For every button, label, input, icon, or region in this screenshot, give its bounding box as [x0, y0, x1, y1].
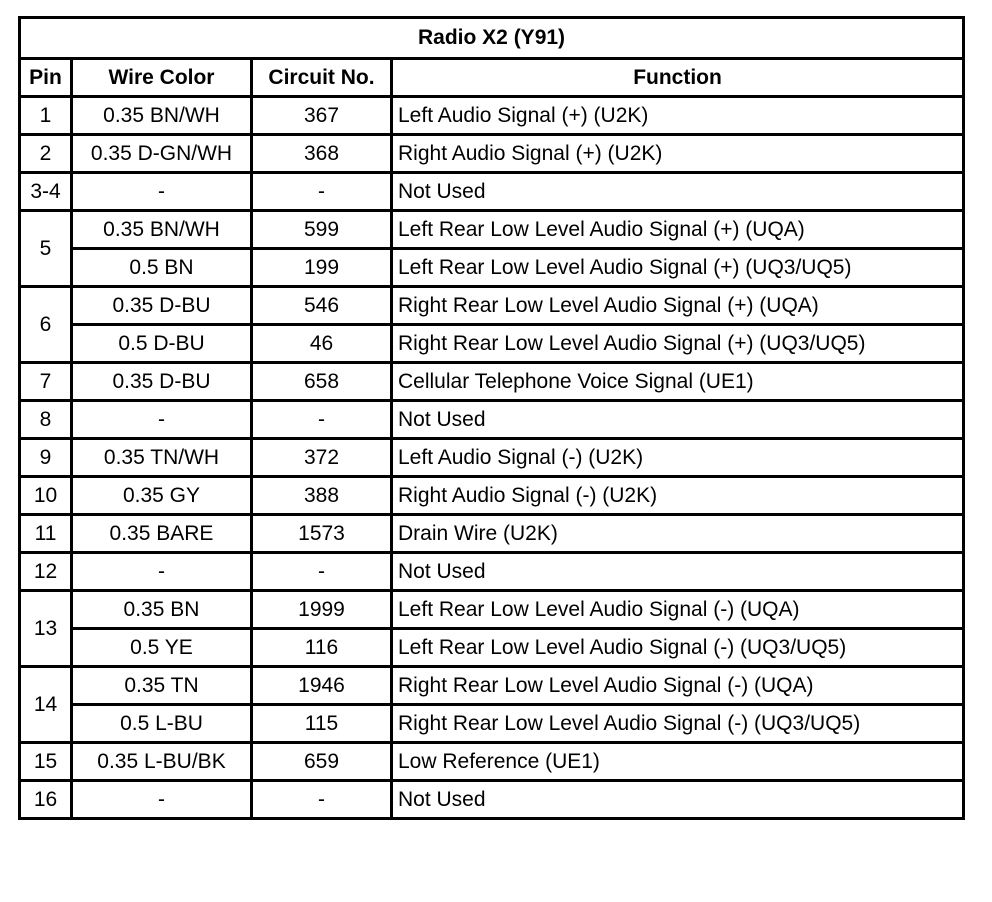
pinout-table-container — [18, 16, 965, 820]
pin-cell: 7 — [20, 363, 72, 401]
function-cell: Drain Wire (U2K) — [392, 515, 964, 553]
pin-cell: 2 — [20, 135, 72, 173]
title-row — [20, 18, 964, 59]
header-wire-color: Wire Color — [72, 59, 252, 97]
table-title: Radio X2 (Y91) — [20, 18, 964, 59]
wire-color-cell: 0.5 D-BU — [72, 325, 252, 363]
circuit-no-cell: 546 — [252, 287, 392, 325]
table-row — [20, 515, 964, 553]
table-row — [20, 781, 964, 819]
function-cell: Right Rear Low Level Audio Signal (-) (UQ3/UQ5) — [392, 705, 964, 743]
pin-cell: 3-4 — [20, 173, 72, 211]
wire-color-cell: 0.35 BN — [72, 591, 252, 629]
circuit-no-cell: - — [252, 401, 392, 439]
pin-cell: 11 — [20, 515, 72, 553]
circuit-no-cell: 372 — [252, 439, 392, 477]
circuit-no-cell: 1946 — [252, 667, 392, 705]
table-body — [20, 97, 964, 819]
table-row — [20, 553, 964, 591]
table-row — [20, 591, 964, 629]
pin-cell: 15 — [20, 743, 72, 781]
wire-color-cell: 0.35 TN/WH — [72, 439, 252, 477]
function-cell: Not Used — [392, 401, 964, 439]
pinout-table — [18, 16, 965, 820]
pin-cell: 10 — [20, 477, 72, 515]
circuit-no-cell: 368 — [252, 135, 392, 173]
function-cell: Not Used — [392, 781, 964, 819]
circuit-no-cell: 658 — [252, 363, 392, 401]
pin-cell: 16 — [20, 781, 72, 819]
header-function: Function — [392, 59, 964, 97]
function-cell: Right Audio Signal (-) (U2K) — [392, 477, 964, 515]
circuit-no-cell: - — [252, 553, 392, 591]
function-cell: Right Audio Signal (+) (U2K) — [392, 135, 964, 173]
circuit-no-cell: 46 — [252, 325, 392, 363]
table-row — [20, 249, 964, 287]
table-row — [20, 401, 964, 439]
function-cell: Not Used — [392, 173, 964, 211]
pin-cell: 8 — [20, 401, 72, 439]
table-row — [20, 705, 964, 743]
wire-color-cell: 0.5 L-BU — [72, 705, 252, 743]
column-header-row — [20, 59, 964, 97]
function-cell: Right Rear Low Level Audio Signal (+) (UQ3/UQ5) — [392, 325, 964, 363]
wire-color-cell: - — [72, 173, 252, 211]
circuit-no-cell: 199 — [252, 249, 392, 287]
wire-color-cell: - — [72, 553, 252, 591]
function-cell: Left Rear Low Level Audio Signal (-) (UQ3/UQ5) — [392, 629, 964, 667]
table-row — [20, 211, 964, 249]
circuit-no-cell: 1573 — [252, 515, 392, 553]
function-cell: Left Rear Low Level Audio Signal (+) (UQ3/UQ5) — [392, 249, 964, 287]
header-pin: Pin — [20, 59, 72, 97]
table-row — [20, 743, 964, 781]
function-cell: Cellular Telephone Voice Signal (UE1) — [392, 363, 964, 401]
function-cell: Left Rear Low Level Audio Signal (+) (UQA) — [392, 211, 964, 249]
circuit-no-cell: 599 — [252, 211, 392, 249]
wire-color-cell: 0.35 D-GN/WH — [72, 135, 252, 173]
circuit-no-cell: 388 — [252, 477, 392, 515]
pin-cell: 14 — [20, 667, 72, 743]
table-row — [20, 135, 964, 173]
table-row — [20, 97, 964, 135]
function-cell: Right Rear Low Level Audio Signal (-) (UQA) — [392, 667, 964, 705]
circuit-no-cell: 115 — [252, 705, 392, 743]
wire-color-cell: 0.35 D-BU — [72, 363, 252, 401]
pin-cell: 5 — [20, 211, 72, 287]
table-row — [20, 629, 964, 667]
circuit-no-cell: 116 — [252, 629, 392, 667]
function-cell: Left Rear Low Level Audio Signal (-) (UQA) — [392, 591, 964, 629]
function-cell: Low Reference (UE1) — [392, 743, 964, 781]
wire-color-cell: 0.35 BN/WH — [72, 211, 252, 249]
table-header — [20, 18, 964, 97]
pin-cell: 12 — [20, 553, 72, 591]
wire-color-cell: 0.35 GY — [72, 477, 252, 515]
circuit-no-cell: 659 — [252, 743, 392, 781]
wire-color-cell: 0.5 YE — [72, 629, 252, 667]
circuit-no-cell: 1999 — [252, 591, 392, 629]
table-row — [20, 439, 964, 477]
function-cell: Right Rear Low Level Audio Signal (+) (UQA) — [392, 287, 964, 325]
pin-cell: 13 — [20, 591, 72, 667]
wire-color-cell: 0.35 BN/WH — [72, 97, 252, 135]
table-row — [20, 287, 964, 325]
wire-color-cell: 0.35 D-BU — [72, 287, 252, 325]
wire-color-cell: 0.5 BN — [72, 249, 252, 287]
wire-color-cell: 0.35 BARE — [72, 515, 252, 553]
table-row — [20, 325, 964, 363]
function-cell: Left Audio Signal (-) (U2K) — [392, 439, 964, 477]
wire-color-cell: 0.35 L-BU/BK — [72, 743, 252, 781]
function-cell: Left Audio Signal (+) (U2K) — [392, 97, 964, 135]
function-cell: Not Used — [392, 553, 964, 591]
wire-color-cell: - — [72, 781, 252, 819]
table-row — [20, 173, 964, 211]
header-circuit-no: Circuit No. — [252, 59, 392, 97]
circuit-no-cell: - — [252, 173, 392, 211]
wire-color-cell: - — [72, 401, 252, 439]
pin-cell: 6 — [20, 287, 72, 363]
circuit-no-cell: 367 — [252, 97, 392, 135]
table-row — [20, 477, 964, 515]
table-row — [20, 363, 964, 401]
wire-color-cell: 0.35 TN — [72, 667, 252, 705]
circuit-no-cell: - — [252, 781, 392, 819]
pin-cell: 1 — [20, 97, 72, 135]
table-row — [20, 667, 964, 705]
pin-cell: 9 — [20, 439, 72, 477]
